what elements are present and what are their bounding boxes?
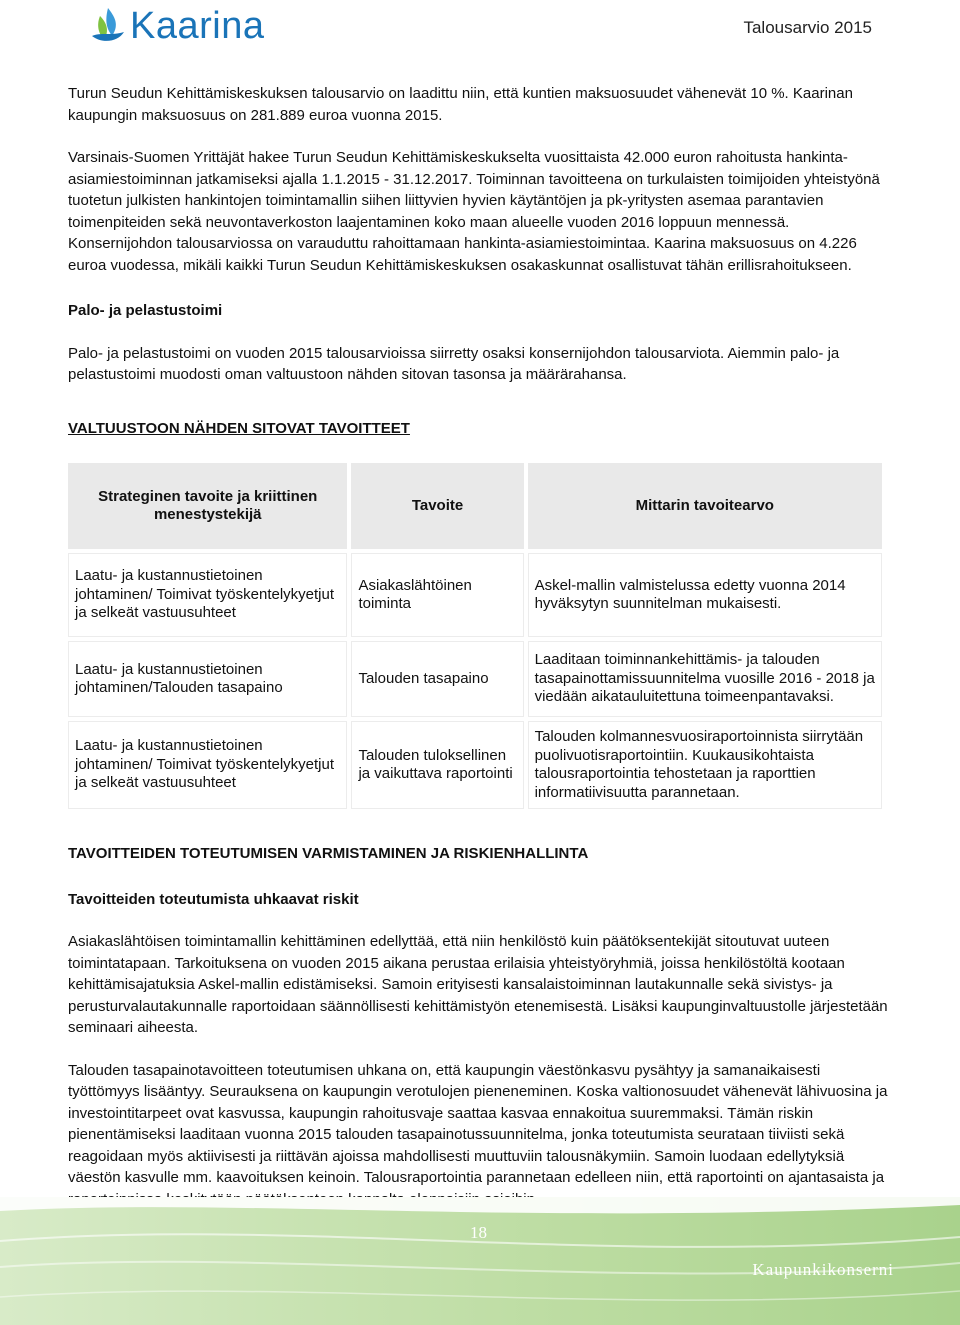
goals-table-header	[68, 463, 882, 549]
paragraph-tse-budget: Turun Seudun Kehittämiskeskuksen talousarvio on laadittu niin, että kuntien maksuosuudet vähenevät 10 %. Kaarinan kaupungin maksuosuus on 281.889 euroa vuonna 2015.	[68, 85, 853, 124]
section-heading-risk-management: TAVOITTEIDEN TOTEUTUMISEN VARMISTAMINEN JA RISKIENHALLINTA	[68, 845, 589, 862]
cell-strategic: Laatu- ja kustannustietoinen johtaminen/ Toimivat työskentelykyetjut ja selkeät vastuusuhteet	[68, 553, 347, 637]
cell-goal: Talouden tasapaino	[351, 641, 523, 717]
page-footer	[0, 1197, 960, 1325]
table-row	[68, 641, 882, 717]
paragraph-risk-1: Asiakaslähtöisen toimintamallin kehittäminen edellyttää, että niin henkilöstö kuin päätöksentekijät sitoutuvat uuteen toimintatapaan. Tarkoituksena on vuoden 2015 aikana perustaa erilaisia yhteistyöryhmiä, joissa henkilöstöltä kootaan kehittämisajatuksia Askel-mallin edistämiseksi. Samoin erityisesti kansalaistoiminnan lautakunnalle sekä sivistys- ja perusturvalautakunnalle raportoidaan säännöllisesti kehittämistyön etenemisestä. Lisäksi kaupunginvaltuustolle järjestetään seminaari aiheesta.	[68, 933, 888, 1036]
paragraph-palo: Palo- ja pelastustoimi on vuoden 2015 talousarvioissa siirretty osaksi konsernijohdon talousarviota. Aiemmin palo- ja pelastustoimi muodosti oman valtuustoon nähden sitovan tasonsa ja määrärahansa.	[68, 344, 840, 383]
section-heading-goals: VALTUUSTOON NÄHDEN SITOVAT TAVOITTEET	[68, 419, 410, 437]
cell-goal: Asiakaslähtöinen toiminta	[351, 553, 523, 637]
kaarina-logo-icon	[90, 6, 126, 46]
cell-strategic: Laatu- ja kustannustietoinen johtaminen/ Toimivat työskentelykyetjut ja selkeät vastuusuhteet	[68, 721, 347, 809]
cell-target: Talouden kolmannesvuosiraportoinnista siirrytään puolivuotisraportointiin. Kuukausikohtaista talousraportointia tehostetaan ja raporttien informatiivisuutta parannetaan.	[528, 721, 882, 809]
footer-label: Kaupunkikonserni	[752, 1260, 894, 1279]
column-header-target: Mittarin tavoitearvo	[528, 463, 882, 549]
kaarina-logo	[90, 4, 264, 48]
paragraph-hankinta: Varsinais-Suomen Yrittäjät hakee Turun Seudun Kehittämiskeskukselta vuosittaista 42.000 euron rahoitusta hankinta-asiamiestoiminnan jatkamiseksi ajalla 1.1.2015 - 31.12.2017. Toiminnan tavoitteena on turkulaisten toimijoiden yhteistyönä tuotetun julkisten hankintojen toimintamallin siihen liittyvien hyvien käytäntöjen ja pk-yritysten asemaa parantavien toimenpiteiden sekä neuvontaverkoston laajentaminen koko maan alueelle vuoden 2016 loppuun mennessä. Konsernijohdon talousarviossa on varauduttu rahoittamaan hankinta-asiamiestoimintaa. Kaarina maksuosuus on 4.226 euroa vuodessa, mikäli kaikki Turun Seudun Kehittämiskeskuksen osakaskunnat osallistuvat tähän erillisrahoitukseen.	[68, 149, 880, 274]
subheading-risks: Tavoitteiden toteutumista uhkaavat riskit	[68, 890, 359, 908]
cell-target: Laaditaan toiminnankehittämis- ja talouden tasapainottamissuunnitelma vuosille 2016 - 2018 ja viedään aikatauluitettuna toimeenpantavaksi.	[528, 641, 882, 717]
cell-target: Askel-mallin valmistelussa edetty vuonna 2014 hyväksytyn suunnitelman mukaisesti.	[528, 553, 882, 637]
document-title: Talousarvio 2015	[743, 18, 872, 37]
cell-goal: Talouden tuloksellinen ja vaikuttava raportointi	[351, 721, 523, 809]
page-number: 18	[470, 1223, 487, 1242]
page-header	[0, 0, 960, 60]
goals-table	[64, 459, 886, 813]
section-heading-palo: Palo- ja pelastustoimi	[68, 302, 223, 319]
main-content	[68, 83, 892, 1210]
column-header-strategic: Strateginen tavoite ja kriittinen menestystekijä	[68, 463, 347, 549]
table-row	[68, 721, 882, 809]
logo-text: Kaarina	[130, 5, 265, 47]
column-header-goal: Tavoite	[351, 463, 523, 549]
cell-strategic: Laatu- ja kustannustietoinen johtaminen/Talouden tasapaino	[68, 641, 347, 717]
table-row	[68, 553, 882, 637]
paragraph-risk-2: Talouden tasapainotavoitteen toteutumisen uhkana on, että kaupungin väestönkasvu pysähtyy ja samanaikaisesti työttömyys lisääntyy. Seurauksena on kaupungin verotulojen pieneneminen. Koska valtionosuudet vähenevät lähivuosina ja investointitarpeet ovat kasvussa, kaupungin rahoitusvaje saattaa kasvaa ennakoitua suuremmaksi. Tämän riskin pienentämiseksi laaditaan vuonna 2015 talouden tasapainotussuunnitelma, jonka toteutumista seurataan tiiviisti sekä reagoidaan myös aktiivisesti ja riittävän ajoissa mahdollisesti muuttuviin talousnäkymiin. Samoin luodaan edellytyksiä väestön kasvulle mm. kaavoituksen keinoin. Talousraportointia parannetaan edelleen niin, että raportointi on ajantasaista ja	[68, 1061, 888, 1186]
